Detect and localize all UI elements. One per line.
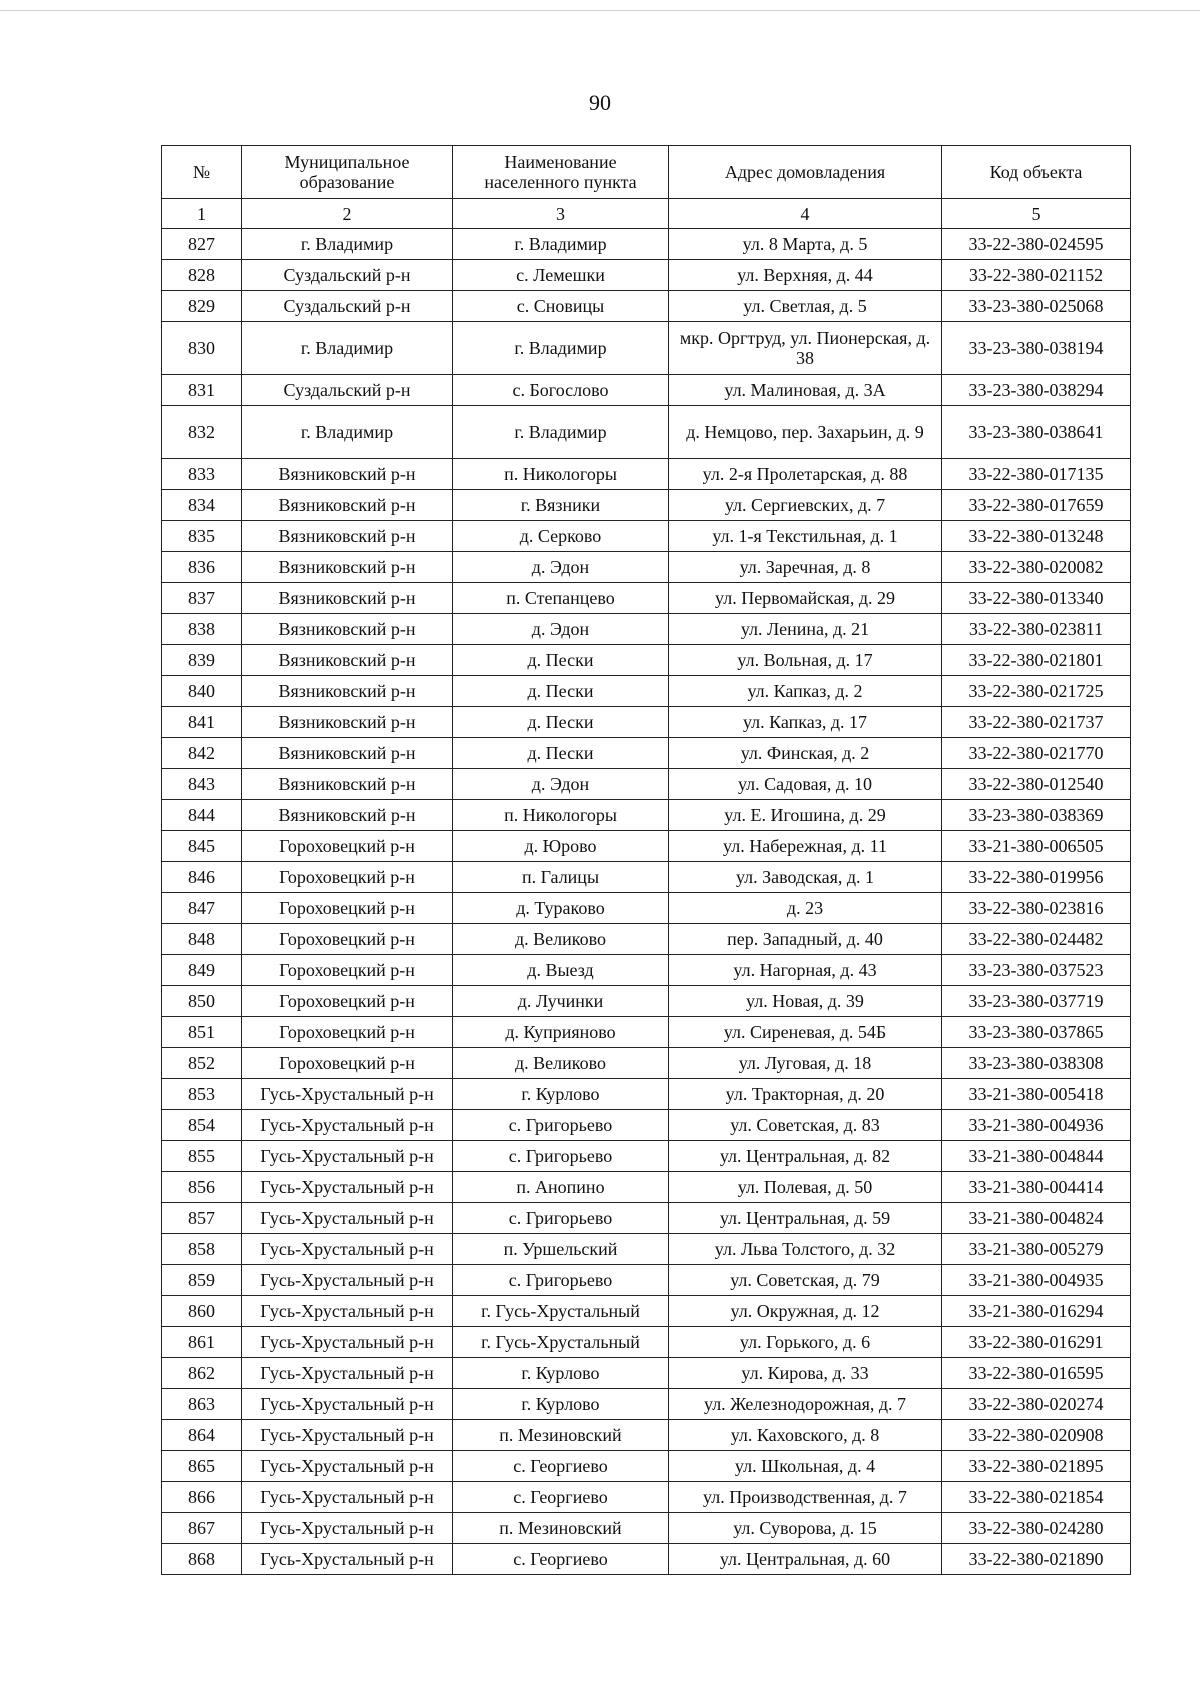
cell-address: ул. Сиреневая, д. 54Б — [669, 1017, 942, 1048]
cell-settlement: г. Курлово — [453, 1389, 669, 1420]
cell-address: ул. 8 Марта, д. 5 — [669, 229, 942, 260]
cell-object-code: 33-21-380-016294 — [942, 1296, 1131, 1327]
cell-settlement: д. Выезд — [453, 955, 669, 986]
cell-object-code: 33-23-380-038369 — [942, 800, 1131, 831]
column-index: 4 — [669, 199, 942, 229]
cell-address: ул. Центральная, д. 59 — [669, 1203, 942, 1234]
cell-number: 867 — [162, 1513, 242, 1544]
cell-settlement: с. Григорьево — [453, 1110, 669, 1141]
header-object-code: Код объекта — [942, 146, 1131, 199]
cell-municipality: Гороховецкий р-н — [242, 955, 453, 986]
cell-object-code: 33-22-380-017135 — [942, 459, 1131, 490]
cell-address: ул. Советская, д. 83 — [669, 1110, 942, 1141]
cell-address: ул. Суворова, д. 15 — [669, 1513, 942, 1544]
cell-number: 829 — [162, 291, 242, 322]
table-row — [162, 229, 1131, 260]
cell-number: 833 — [162, 459, 242, 490]
cell-municipality: Вязниковский р-н — [242, 521, 453, 552]
table-row — [162, 1420, 1131, 1451]
cell-municipality: Суздальский р-н — [242, 375, 453, 406]
header-settlement: Наименование населенного пункта — [453, 146, 669, 199]
cell-settlement: с. Григорьево — [453, 1265, 669, 1296]
cell-object-code: 33-21-380-004935 — [942, 1265, 1131, 1296]
cell-object-code: 33-22-380-024482 — [942, 924, 1131, 955]
cell-object-code: 33-22-380-021725 — [942, 676, 1131, 707]
cell-municipality: Гусь-Хрустальный р-н — [242, 1389, 453, 1420]
column-index: 3 — [453, 199, 669, 229]
cell-number: 862 — [162, 1358, 242, 1389]
cell-municipality: Гороховецкий р-н — [242, 893, 453, 924]
cell-settlement: д. Пески — [453, 738, 669, 769]
table-row — [162, 986, 1131, 1017]
cell-object-code: 33-22-380-020908 — [942, 1420, 1131, 1451]
cell-object-code: 33-22-380-016291 — [942, 1327, 1131, 1358]
cell-address: мкр. Оргтруд, ул. Пионерская, д. 38 — [669, 322, 942, 375]
cell-number: 857 — [162, 1203, 242, 1234]
cell-object-code: 33-22-380-021152 — [942, 260, 1131, 291]
cell-settlement: д. Великово — [453, 1048, 669, 1079]
cell-municipality: Вязниковский р-н — [242, 800, 453, 831]
cell-object-code: 33-23-380-025068 — [942, 291, 1131, 322]
cell-address: пер. Западный, д. 40 — [669, 924, 942, 955]
cell-settlement: с. Григорьево — [453, 1141, 669, 1172]
cell-settlement: п. Уршельский — [453, 1234, 669, 1265]
table-row — [162, 1141, 1131, 1172]
cell-object-code: 33-22-380-020274 — [942, 1389, 1131, 1420]
cell-municipality: Суздальский р-н — [242, 291, 453, 322]
cell-object-code: 33-21-380-005418 — [942, 1079, 1131, 1110]
cell-municipality: Гусь-Хрустальный р-н — [242, 1451, 453, 1482]
header-municipality: Муниципальное образование — [242, 146, 453, 199]
cell-municipality: Гусь-Хрустальный р-н — [242, 1079, 453, 1110]
cell-settlement: с. Богослово — [453, 375, 669, 406]
cell-number: 866 — [162, 1482, 242, 1513]
table-row — [162, 955, 1131, 986]
cell-number: 845 — [162, 831, 242, 862]
cell-object-code: 33-22-380-021770 — [942, 738, 1131, 769]
cell-municipality: Гусь-Хрустальный р-н — [242, 1327, 453, 1358]
cell-address: ул. Е. Игошина, д. 29 — [669, 800, 942, 831]
cell-address: ул. Железнодорожная, д. 7 — [669, 1389, 942, 1420]
cell-settlement: г. Курлово — [453, 1358, 669, 1389]
cell-municipality: Гороховецкий р-н — [242, 924, 453, 955]
table-row — [162, 738, 1131, 769]
cell-municipality: Гусь-Хрустальный р-н — [242, 1296, 453, 1327]
table-row — [162, 1110, 1131, 1141]
table-row — [162, 614, 1131, 645]
cell-address: ул. Луговая, д. 18 — [669, 1048, 942, 1079]
cell-address: ул. Набережная, д. 11 — [669, 831, 942, 862]
cell-settlement: г. Владимир — [453, 406, 669, 459]
cell-number: 863 — [162, 1389, 242, 1420]
cell-settlement: г. Вязники — [453, 490, 669, 521]
cell-object-code: 33-21-380-004936 — [942, 1110, 1131, 1141]
cell-municipality: Гусь-Хрустальный р-н — [242, 1513, 453, 1544]
table-row — [162, 1265, 1131, 1296]
cell-number: 836 — [162, 552, 242, 583]
cell-address: ул. Ленина, д. 21 — [669, 614, 942, 645]
cell-address: ул. Первомайская, д. 29 — [669, 583, 942, 614]
cell-municipality: Вязниковский р-н — [242, 552, 453, 583]
cell-number: 837 — [162, 583, 242, 614]
cell-settlement: д. Серково — [453, 521, 669, 552]
table-row — [162, 1203, 1131, 1234]
cell-settlement: п. Мезиновский — [453, 1420, 669, 1451]
table-row — [162, 322, 1131, 375]
cell-address: ул. Советская, д. 79 — [669, 1265, 942, 1296]
cell-number: 834 — [162, 490, 242, 521]
cell-address: ул. Капказ, д. 2 — [669, 676, 942, 707]
cell-number: 861 — [162, 1327, 242, 1358]
cell-number: 835 — [162, 521, 242, 552]
cell-object-code: 33-22-380-013340 — [942, 583, 1131, 614]
cell-object-code: 33-23-380-038641 — [942, 406, 1131, 459]
cell-settlement: п. Никологоры — [453, 800, 669, 831]
cell-object-code: 33-22-380-021801 — [942, 645, 1131, 676]
cell-address: ул. Малиновая, д. 3А — [669, 375, 942, 406]
cell-municipality: Вязниковский р-н — [242, 490, 453, 521]
cell-settlement: п. Мезиновский — [453, 1513, 669, 1544]
cell-object-code: 33-23-380-037719 — [942, 986, 1131, 1017]
cell-number: 831 — [162, 375, 242, 406]
cell-municipality: г. Владимир — [242, 322, 453, 375]
table-row — [162, 862, 1131, 893]
table-row — [162, 1048, 1131, 1079]
cell-municipality: г. Владимир — [242, 406, 453, 459]
cell-municipality: Вязниковский р-н — [242, 769, 453, 800]
cell-address: ул. Светлая, д. 5 — [669, 291, 942, 322]
cell-municipality: Вязниковский р-н — [242, 583, 453, 614]
table-row — [162, 260, 1131, 291]
column-index: 2 — [242, 199, 453, 229]
cell-object-code: 33-22-380-012540 — [942, 769, 1131, 800]
cell-municipality: Суздальский р-н — [242, 260, 453, 291]
cell-number: 851 — [162, 1017, 242, 1048]
table-body — [162, 229, 1131, 1575]
page-number: 90 — [589, 90, 611, 115]
table-row — [162, 893, 1131, 924]
cell-address: ул. Финская, д. 2 — [669, 738, 942, 769]
table-row — [162, 800, 1131, 831]
cell-object-code: 33-23-380-038194 — [942, 322, 1131, 375]
cell-settlement: д. Куприяново — [453, 1017, 669, 1048]
table-row — [162, 459, 1131, 490]
cell-settlement: с. Григорьево — [453, 1203, 669, 1234]
table-row — [162, 583, 1131, 614]
cell-settlement: д. Пески — [453, 707, 669, 738]
cell-municipality: Гусь-Хрустальный р-н — [242, 1544, 453, 1575]
cell-address: ул. Новая, д. 39 — [669, 986, 942, 1017]
cell-address: ул. Заводская, д. 1 — [669, 862, 942, 893]
cell-settlement: г. Курлово — [453, 1079, 669, 1110]
cell-settlement: с. Сновицы — [453, 291, 669, 322]
cell-object-code: 33-22-380-013248 — [942, 521, 1131, 552]
cell-settlement: д. Юрово — [453, 831, 669, 862]
table-row — [162, 375, 1131, 406]
cell-municipality: Гусь-Хрустальный р-н — [242, 1358, 453, 1389]
cell-settlement: г. Гусь-Хрустальный — [453, 1327, 669, 1358]
table-row — [162, 676, 1131, 707]
cell-settlement: д. Великово — [453, 924, 669, 955]
table-row — [162, 1296, 1131, 1327]
table-row — [162, 1358, 1131, 1389]
cell-address: ул. Кирова, д. 33 — [669, 1358, 942, 1389]
cell-object-code: 33-22-380-021890 — [942, 1544, 1131, 1575]
cell-settlement: г. Владимир — [453, 229, 669, 260]
table-row — [162, 521, 1131, 552]
cell-settlement: д. Пески — [453, 676, 669, 707]
cell-number: 850 — [162, 986, 242, 1017]
cell-object-code: 33-21-380-005279 — [942, 1234, 1131, 1265]
cell-settlement: с. Георгиево — [453, 1482, 669, 1513]
cell-address: ул. Льва Толстого, д. 32 — [669, 1234, 942, 1265]
cell-address: ул. Верхняя, д. 44 — [669, 260, 942, 291]
cell-settlement: д. Эдон — [453, 614, 669, 645]
table-row — [162, 1544, 1131, 1575]
cell-number: 858 — [162, 1234, 242, 1265]
cell-number: 846 — [162, 862, 242, 893]
table-row — [162, 769, 1131, 800]
table-row — [162, 1327, 1131, 1358]
table-row — [162, 1513, 1131, 1544]
table-row — [162, 831, 1131, 862]
cell-municipality: Гусь-Хрустальный р-н — [242, 1172, 453, 1203]
cell-municipality: Гусь-Хрустальный р-н — [242, 1203, 453, 1234]
cell-municipality: Вязниковский р-н — [242, 645, 453, 676]
column-index: 1 — [162, 199, 242, 229]
cell-settlement: д. Эдон — [453, 769, 669, 800]
cell-settlement: д. Пески — [453, 645, 669, 676]
cell-municipality: Гусь-Хрустальный р-н — [242, 1420, 453, 1451]
cell-municipality: Гороховецкий р-н — [242, 1048, 453, 1079]
cell-number: 848 — [162, 924, 242, 955]
cell-address: ул. Капказ, д. 17 — [669, 707, 942, 738]
cell-number: 839 — [162, 645, 242, 676]
cell-municipality: Гусь-Хрустальный р-н — [242, 1265, 453, 1296]
cell-address: ул. Окружная, д. 12 — [669, 1296, 942, 1327]
cell-settlement: д. Лучинки — [453, 986, 669, 1017]
cell-address: д. 23 — [669, 893, 942, 924]
table-header-row — [162, 146, 1131, 199]
cell-number: 840 — [162, 676, 242, 707]
cell-number: 864 — [162, 1420, 242, 1451]
cell-object-code: 33-22-380-019956 — [942, 862, 1131, 893]
table-row — [162, 552, 1131, 583]
cell-address: ул. Вольная, д. 17 — [669, 645, 942, 676]
table-row — [162, 1482, 1131, 1513]
cell-address: ул. Сергиевских, д. 7 — [669, 490, 942, 521]
cell-object-code: 33-23-380-038294 — [942, 375, 1131, 406]
cell-address: ул. Заречная, д. 8 — [669, 552, 942, 583]
cell-object-code: 33-22-380-017659 — [942, 490, 1131, 521]
cell-number: 843 — [162, 769, 242, 800]
cell-object-code: 33-22-380-021737 — [942, 707, 1131, 738]
cell-settlement: г. Гусь-Хрустальный — [453, 1296, 669, 1327]
table-row — [162, 924, 1131, 955]
cell-object-code: 33-22-380-021854 — [942, 1482, 1131, 1513]
cell-municipality: Вязниковский р-н — [242, 459, 453, 490]
cell-number: 854 — [162, 1110, 242, 1141]
cell-number: 849 — [162, 955, 242, 986]
table-row — [162, 707, 1131, 738]
cell-number: 838 — [162, 614, 242, 645]
cell-object-code: 33-21-380-004414 — [942, 1172, 1131, 1203]
cell-address: ул. Нагорная, д. 43 — [669, 955, 942, 986]
cell-municipality: Вязниковский р-н — [242, 676, 453, 707]
cell-object-code: 33-22-380-020082 — [942, 552, 1131, 583]
cell-object-code: 33-21-380-004844 — [942, 1141, 1131, 1172]
cell-object-code: 33-23-380-037523 — [942, 955, 1131, 986]
cell-settlement: с. Георгиево — [453, 1451, 669, 1482]
cell-address: д. Немцово, пер. Захарьин, д. 9 — [669, 406, 942, 459]
cell-address: ул. Каховского, д. 8 — [669, 1420, 942, 1451]
cell-settlement: п. Галицы — [453, 862, 669, 893]
cell-address: ул. Садовая, д. 10 — [669, 769, 942, 800]
cell-municipality: Вязниковский р-н — [242, 614, 453, 645]
cell-municipality: г. Владимир — [242, 229, 453, 260]
cell-municipality: Гусь-Хрустальный р-н — [242, 1110, 453, 1141]
table-row — [162, 1451, 1131, 1482]
cell-object-code: 33-21-380-004824 — [942, 1203, 1131, 1234]
cell-object-code: 33-22-380-021895 — [942, 1451, 1131, 1482]
cell-settlement: п. Степанцево — [453, 583, 669, 614]
cell-number: 852 — [162, 1048, 242, 1079]
table-row — [162, 291, 1131, 322]
cell-number: 828 — [162, 260, 242, 291]
table-row — [162, 1234, 1131, 1265]
cell-address: ул. Горького, д. 6 — [669, 1327, 942, 1358]
cell-object-code: 33-22-380-016595 — [942, 1358, 1131, 1389]
cell-object-code: 33-21-380-006505 — [942, 831, 1131, 862]
cell-number: 842 — [162, 738, 242, 769]
cell-settlement: с. Лемешки — [453, 260, 669, 291]
cell-object-code: 33-22-380-023811 — [942, 614, 1131, 645]
cell-address: ул. Тракторная, д. 20 — [669, 1079, 942, 1110]
cell-address: ул. 1-я Текстильная, д. 1 — [669, 521, 942, 552]
cell-number: 853 — [162, 1079, 242, 1110]
cell-municipality: Вязниковский р-н — [242, 707, 453, 738]
cell-number: 868 — [162, 1544, 242, 1575]
cell-settlement: д. Тураково — [453, 893, 669, 924]
table-row — [162, 406, 1131, 459]
cell-address: ул. Производственная, д. 7 — [669, 1482, 942, 1513]
cell-settlement: п. Никологоры — [453, 459, 669, 490]
cell-object-code: 33-23-380-037865 — [942, 1017, 1131, 1048]
cell-number: 847 — [162, 893, 242, 924]
table-row — [162, 490, 1131, 521]
cell-municipality: Гусь-Хрустальный р-н — [242, 1141, 453, 1172]
cell-municipality: Гороховецкий р-н — [242, 862, 453, 893]
cell-address: ул. Полевая, д. 50 — [669, 1172, 942, 1203]
cell-address: ул. Центральная, д. 82 — [669, 1141, 942, 1172]
header-address: Адрес домовладения — [669, 146, 942, 199]
cell-settlement: д. Эдон — [453, 552, 669, 583]
table-row — [162, 1017, 1131, 1048]
cell-number: 855 — [162, 1141, 242, 1172]
cell-municipality: Гусь-Хрустальный р-н — [242, 1482, 453, 1513]
cell-number: 841 — [162, 707, 242, 738]
cell-object-code: 33-22-380-024280 — [942, 1513, 1131, 1544]
cell-settlement: с. Георгиево — [453, 1544, 669, 1575]
objects-table — [161, 145, 1131, 1575]
table-row — [162, 1079, 1131, 1110]
cell-municipality: Гусь-Хрустальный р-н — [242, 1234, 453, 1265]
cell-number: 827 — [162, 229, 242, 260]
cell-address: ул. Школьная, д. 4 — [669, 1451, 942, 1482]
cell-number: 856 — [162, 1172, 242, 1203]
table-row — [162, 1389, 1131, 1420]
cell-municipality: Гороховецкий р-н — [242, 1017, 453, 1048]
scan-edge-line — [0, 10, 1200, 11]
cell-number: 860 — [162, 1296, 242, 1327]
cell-settlement: п. Анопино — [453, 1172, 669, 1203]
cell-address: ул. 2-я Пролетарская, д. 88 — [669, 459, 942, 490]
cell-address: ул. Центральная, д. 60 — [669, 1544, 942, 1575]
cell-number: 832 — [162, 406, 242, 459]
cell-number: 830 — [162, 322, 242, 375]
cell-number: 865 — [162, 1451, 242, 1482]
cell-number: 859 — [162, 1265, 242, 1296]
cell-number: 844 — [162, 800, 242, 831]
cell-municipality: Гороховецкий р-н — [242, 831, 453, 862]
table-column-index-row — [162, 199, 1131, 229]
column-index: 5 — [942, 199, 1131, 229]
cell-municipality: Гороховецкий р-н — [242, 986, 453, 1017]
cell-object-code: 33-22-380-024595 — [942, 229, 1131, 260]
table-row — [162, 645, 1131, 676]
table-row — [162, 1172, 1131, 1203]
cell-settlement: г. Владимир — [453, 322, 669, 375]
cell-object-code: 33-23-380-038308 — [942, 1048, 1131, 1079]
cell-municipality: Вязниковский р-н — [242, 738, 453, 769]
header-number: № — [162, 146, 242, 199]
cell-object-code: 33-22-380-023816 — [942, 893, 1131, 924]
